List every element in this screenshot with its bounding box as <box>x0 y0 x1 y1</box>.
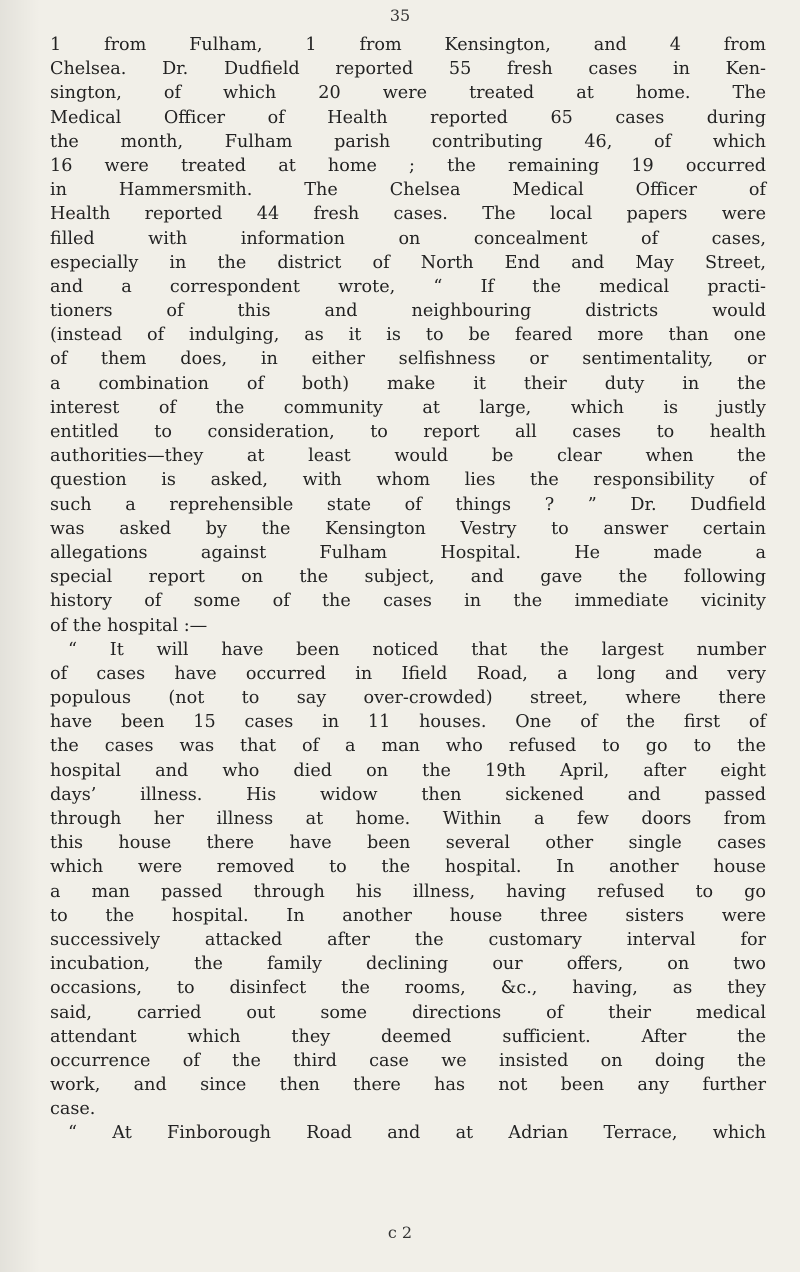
text-line: filled with information on concealment of cases, <box>50 228 766 249</box>
text-line: occasions, to disinfect the rooms, &c., having, as they <box>50 978 766 999</box>
text-line: of them does, in either selfishness or sentimentality, or <box>50 349 766 370</box>
text-line: hospital and who died on the 19th April, after eight <box>50 760 766 781</box>
text-line: Health reported 44 fresh cases. The local papers were <box>50 204 766 225</box>
text-line: a combination of both) make it their duty in the <box>50 373 766 394</box>
text-line: such a reprehensible state of things ? ” Dr. Dudfield <box>50 494 766 515</box>
text-line: through her illness at home. Within a few doors from <box>50 809 766 829</box>
text-line: of the hospital :— <box>50 615 208 636</box>
body-text <box>50 33 766 1146</box>
text-line: to the hospital. In another house three sisters were <box>50 905 766 926</box>
text-line: in Hammersmith. The Chelsea Medical Officer of <box>50 180 766 201</box>
text-line: question is asked, with whom lies the responsibility of <box>50 470 766 491</box>
text-line: which were removed to the hospital. In another house <box>50 857 766 878</box>
text-line: populous (not to say over-crowded) street, where there <box>50 688 766 709</box>
text-line: entitled to consideration, to report all cases to health <box>50 422 766 442</box>
text-line: “ It will have been noticed that the largest number <box>68 639 766 660</box>
text-line: sington, of which 20 were treated at home. The <box>50 83 766 104</box>
text-line: work, and since then there has not been any further <box>50 1075 766 1096</box>
text-line: of cases have occurred in Ifield Road, a long and very <box>50 663 766 684</box>
text-line: attendant which they deemed sufficient. After the <box>50 1026 766 1047</box>
text-line: tioners of this and neighbouring districts would <box>50 301 766 322</box>
text-line: and a correspondent wrote, “ If the medical practi- <box>50 276 766 297</box>
text-line: Chelsea. Dr. Dudfield reported 55 fresh cases in Ken- <box>50 59 766 80</box>
text-line: said, carried out some directions of their medical <box>50 1002 766 1023</box>
text-line: 16 were treated at home ; the remaining 19 occurred <box>50 155 766 176</box>
text-line: allegations against Fulham Hospital. He made a <box>50 542 766 563</box>
text-line: interest of the community at large, which is justly <box>50 397 766 418</box>
text-line: incubation, the family declining our offers, on two <box>50 954 766 975</box>
text-line: the month, Fulham parish contributing 46, of which <box>50 131 766 152</box>
text-line: authorities—they at least would be clear when the <box>50 446 766 467</box>
text-line: the cases was that of a man who refused to go to the <box>50 736 766 757</box>
text-line: successively attacked after the customary interval for <box>50 929 766 950</box>
text-line: case. <box>50 1099 96 1120</box>
text-line: “ At Finborough Road and at Adrian Terrace, which <box>68 1123 766 1144</box>
signature-mark: c 2 <box>387 1223 413 1242</box>
page-number: 35 <box>389 6 411 25</box>
text-line: history of some of the cases in the immediate vicinity <box>50 591 766 612</box>
text-line: 1 from Fulham, 1 from Kensington, and 4 from <box>50 35 766 55</box>
text-line: (instead of indulging, as it is to be feared more than one <box>50 325 766 346</box>
text-line: occurrence of the third case we insisted on doing the <box>50 1050 766 1071</box>
text-line: days’ illness. His widow then sickened and passed <box>50 784 766 805</box>
text-line: special report on the subject, and gave the following <box>50 567 766 588</box>
text-line: Medical Officer of Health reported 65 cases during <box>50 107 766 128</box>
text-line: was asked by the Kensington Vestry to answer certain <box>50 518 766 539</box>
text-line: especially in the district of North End and May Street, <box>50 252 766 273</box>
text-line: have been 15 cases in 11 houses. One of the first of <box>50 712 766 733</box>
text-line: a man passed through his illness, having refused to go <box>50 881 766 902</box>
text-line: this house there have been several other single cases <box>50 833 766 854</box>
